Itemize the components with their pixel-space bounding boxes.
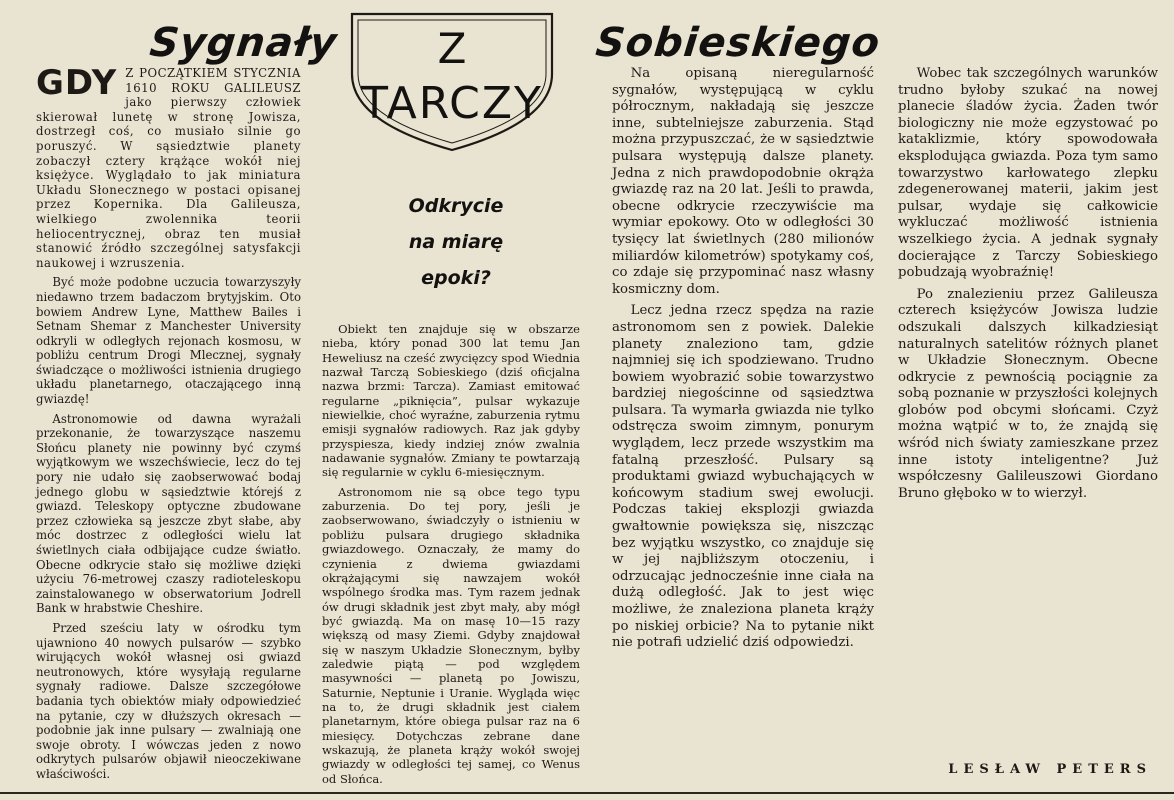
subheadline-line-1: Odkrycie xyxy=(408,195,504,217)
headline-right-word: Sobieskiego xyxy=(593,20,883,66)
paragraph-2: Być może podobne uczucia towarzyszyły niedawno trzem badaczom brytyjskim. Oto bowiem Andrew Lyne, Matthew Bailes i Setnam Shemar z Manchester University odkryli w odległych rejonach kosmosu, w pobliżu centrum Drogi Mlecznej, sygnały świadczące o możliwości istnienia drugiego układu planetarnego, otaczającego inną gwiazdę! xyxy=(36,275,301,407)
drop-cap: GDY xyxy=(36,63,118,103)
subheadline-line-3: epoki? xyxy=(421,267,491,289)
badge-line-tarczy: TARCZY xyxy=(361,78,543,129)
lead-paragraph xyxy=(36,63,301,270)
paragraph-3: Astronomowie od dawna wyrażali przekonanie, że towarzyszące naszemu Słońcu planety nie powinny być czymś wyjątkowym we wszechświecie, lecz do tej pory nie udało się zaobserwować bodaj jednego globu w sąsiedztwie którejś z gwiazd. Teleskopy optyczne zbudowane przez człowieka są jeszcze zbyt słabe, aby móc dostrzec z odległości wielu lat świetlnych ciała odbijające cudze światło. Obecne odkrycie stało się możliwe dzięki użyciu 76-metrowej czaszy radioteleskopu zainstalowanego w obserwatorium Jodrell Bank w hrabstwie Cheshire. xyxy=(36,411,301,616)
article-column-4 xyxy=(898,66,1158,786)
headline-left-word: Sygnały xyxy=(147,20,340,66)
badge-line-z: Z xyxy=(437,24,467,73)
lead-text: Z POCZĄTKIEM STYCZNIA 1610 ROKU GALILEUSZ jako pierwszy człowiek skierował lunetę w stronę Jowisza, dostrzegł coś, co musiało silnie go poruszyć. W sąsiedztwie planety zobaczył cztery krążące wokół niej księżyce. Wyglądało to jak miniatura Układu Słonecznego w postaci opisanej przez Kopernika. Dla Galileusza, wielkiego zwolennika teorii heliocentrycznej, obraz ten musiał stanowić źródło szczególnej satysfakcji naukowej i wzruszenia. xyxy=(36,66,301,270)
paragraph-7: Na opisaną nieregularność sygnałów, występującą w cyklu półrocznym, nakładają się jeszcze inne, subtelniejsze zaburzenia. Stąd można przypuszczać, że w sąsiedztwie pulsara występują dalsze planety. Jedna z nich prawdopodobnie okrąża gwiazdę raz na 20 lat. Jeśli to prawda, obecne odkrycie rzeczywiście ma wymiar epokowy. Oto w odległości 30 tysięcy lat świetlnych (280 milionów miliardów kilometrów) spotykamy coś, co zdaje się przypominać nasz własny kosmiczny dom. xyxy=(612,66,874,297)
article-column-1 xyxy=(36,63,301,786)
paragraph-10: Po znalezieniu przez Galileusza czterech księżyców Jowisza ludzie odszukali dalszych kilkadziesiąt naturalnych satelitów różnych planet w Układzie Słonecznym. Obecne odkrycie z pewnością pociągnie za sobą poznanie w przyszłości kolejnych globów pod obcymi słońcami. Czyż można wątpić w to, że znajdą się wśród nich światy zamieszkane przez inne istoty inteligentne? Już współczesny Galileuszowi Giordano Bruno głęboko w to wierzył. xyxy=(898,286,1158,501)
shield-badge xyxy=(346,4,558,154)
subheadline-line-2: na miarę xyxy=(408,231,504,253)
author-byline: LESŁAW PETERS xyxy=(948,762,1152,777)
article-column-3 xyxy=(612,66,874,786)
paragraph-4: Przed sześciu laty w ośrodku tym ujawniono 40 nowych pulsarów — szybko wirujących wokół własnej osi gwiazd neutronowych, które wysyłają regularne sygnały radiowe. Dalsze szczegółowe badania tych obiektów miały odpowiedzieć na pytanie, czy w dłuższych okresach — podobnie jak inne pulsary — zwalniają one swoje obroty. I wówczas jeden z nowo odkrytych pulsarów objawił nieoczekiwane właściwości. xyxy=(36,620,301,781)
paragraph-9: Wobec tak szczególnych warunków trudno byłoby szukać na nowej planecie śladów życia. Żaden twór biologiczny nie może egzystować po kataklizmie, który spowodowała eksplodująca gwiazda. Poza tym samo towarzystwo karłowatego zlepku zdegenerowanej materii, jakim jest pulsar, wydaje się całkowicie wykluczać możliwość istnienia wszelkiego życia. A jednak sygnały docierające z Tarczy Sobieskiego pobudzają wyobraźnię! xyxy=(898,66,1158,281)
paragraph-5: Obiekt ten znajduje się w obszarze nieba, który ponad 300 lat temu Jan Heweliusz na cześć zwycięzcy spod Wiednia nazwał Tarczą Sobieskiego (dziś oficjalna nazwa brzmi: Tarcza). Zamiast emitować regularne „piknięcia”, pulsar wykazuje niewielkie, choć wyraźne, zaburzenia rytmu emisji sygnałów radiowych. Raz jak gdyby przyspiesza, kiedy indziej znów zwalnia nadawanie sygnałów. Zmiany te powtarzają się regularnie w cyklu 6-miesięcznym. xyxy=(322,322,580,480)
article-column-2 xyxy=(322,322,580,786)
paragraph-6: Astronomom nie są obce tego typu zaburzenia. Do tej pory, jeśli je zaobserwowano, świadczyły o istnieniu w pobliżu pulsara drugiego składnika gwiazdowego. Oznaczały, że mamy do czynienia z dwiema gwiazdami okrążającymi się nawzajem wokół wspólnego środka mas. Tym razem jednak ów drugi składnik jest zbyt mały, aby mógł być gwiazdą. Ma on masę 10—15 razy większą od masy Ziemi. Gdyby znajdował się w naszym Układzie Słonecznym, byłby zaledwie piątą — pod względem masywności — planetą po Jowiszu, Saturnie, Neptunie i Uranie. Wygląda więc na to, że drugi składnik jest ciałem planetarnym, które obiega pulsar raz na 6 miesięcy. Dotychczas zebrane dane wskazują, że planeta krąży wokół swojej gwiazdy w odległości tej samej, co Wenus od Słońca. xyxy=(322,484,580,786)
subheadline xyxy=(356,188,556,296)
bottom-rule xyxy=(0,792,1174,794)
paragraph-8: Lecz jedna rzecz spędza na razie astronomom sen z powiek. Dalekie planety znaleziono tam, gdzie najmniej się ich spodziewano. Trudno bowiem wyobrazić sobie towarzystwo bardziej niegościnne od sąsiedztwa pulsara. Ta wymarła gwiazda nie tylko odstręcza swoim zimnym, ponurym wyglądem, lecz przede wszystkim ma fatalną przeszłość. Pulsary są produktami gwiazd wybuchających w końcowym stadium swej ewolucji. Podczas takiej eksplozji gwiazda gwałtownie powiększa się, niszcząc bez wyjątku wszystko, co znajduje się w jej najbliższym otoczeniu, i odrzucając jednocześnie inne ciała na dużą odległość. Jak to jest więc możliwe, że znaleziona planeta krąży po niskiej orbicie? Na to pytanie nikt nie potrafi udzielić dziś odpowiedzi. xyxy=(612,303,874,651)
